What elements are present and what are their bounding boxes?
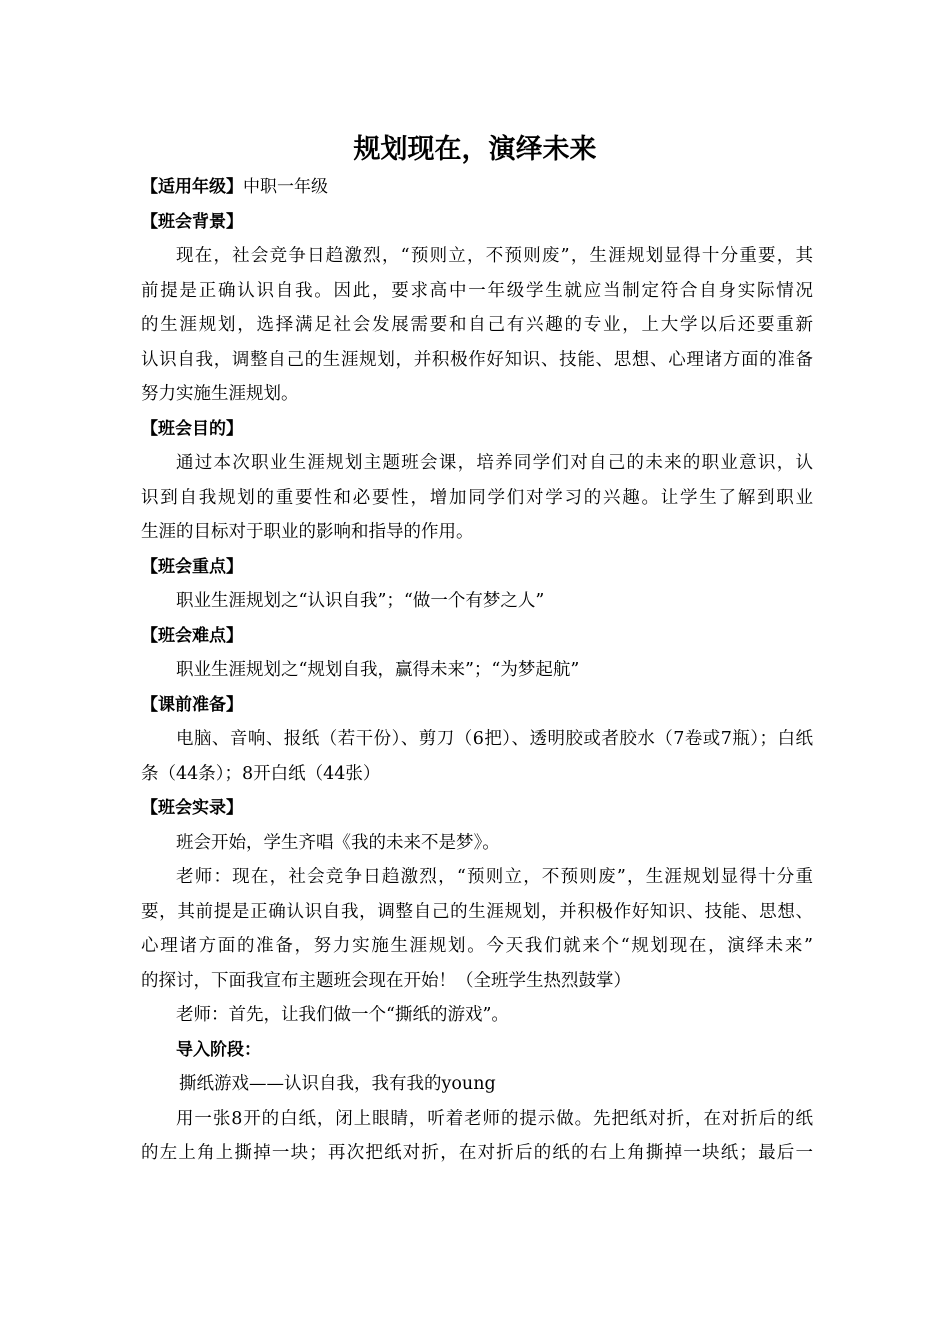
document-body: [141, 170, 813, 1171]
record-opening: 班会开始，学生齐唱《我的未来不是梦》。: [176, 832, 500, 853]
purpose-heading: 【班会目的】: [141, 418, 243, 439]
record-heading: 【班会实录】: [141, 798, 243, 818]
key-points-heading: 【班会重点】: [141, 556, 243, 577]
key-points-line: 职业生涯规划之“认识自我”；“做一个有梦之人”: [176, 591, 545, 611]
grade-row: [141, 170, 813, 205]
game-line: 用一张8开的白纸，闭上眼睛，听着老师的提示做。先把纸对折，在对折后的纸: [176, 1108, 813, 1129]
teacher-intro-line: 老师：现在，社会竞争日趋激烈，“预则立，不预则废”，生涯规划显得十分重: [176, 867, 813, 887]
background-line: 现在，社会竞争日趋激烈，“预则立，不预则废”，生涯规划显得十分重要，其: [176, 246, 813, 266]
difficulties-heading: 【班会难点】: [141, 625, 243, 646]
page-title: 规划现在，演绎未来: [353, 134, 597, 165]
grade-value: 中职一年级: [243, 177, 328, 197]
teacher-intro-line: 的探讨，下面我宣布主题班会现在开始！（全班学生热烈鼓掌）: [141, 970, 631, 991]
teacher-intro-line: 要，其前提是正确认识自我，调整自己的生涯规划，并积极作好知识、技能、思想、: [141, 901, 813, 922]
stage-heading: 导入阶段：: [176, 1039, 261, 1060]
background-line: 努力实施生涯规划。: [141, 384, 299, 404]
background-line: 前提是正确认识自我。因此，要求高中一年级学生就应当制定符合自身实际情况: [141, 280, 813, 301]
preparation-line: 条（44条）；8开白纸（44张）: [141, 763, 381, 784]
teacher-game-line: 老师：首先，让我们做一个“撕纸的游戏”。: [176, 1005, 509, 1025]
teacher-intro-line: 心理诸方面的准备，努力实施生涯规划。今天我们就来个“规划现在，演绎未来”: [141, 936, 813, 956]
purpose-line: 通过本次职业生涯规划主题班会课，培养同学们对自己的未来的职业意识，认: [176, 453, 813, 473]
grade-label: 【适用年级】: [141, 177, 243, 197]
purpose-line: 生涯的目标对于职业的影响和指导的作用。: [141, 522, 474, 542]
preparation-heading: 【课前准备】: [141, 694, 243, 715]
purpose-line: 识到自我规划的重要性和必要性，增加同学们对学习的兴趣。让学生了解到职业: [141, 487, 813, 508]
game-line: 的左上角上撕掉一块；再次把纸对折，在对折后的纸的右上角撕掉一块纸；最后一: [141, 1143, 813, 1163]
preparation-line: 电脑、音响、报纸（若干份）、剪刀（6把）、透明胶或者胶水（7卷或7瓶）；白纸: [176, 729, 813, 749]
difficulties-line: 职业生涯规划之“规划自我，赢得未来”；“为梦起航”: [176, 660, 580, 680]
game-title: 撕纸游戏——认识自我，我有我的young: [179, 1074, 496, 1094]
background-heading: 【班会背景】: [141, 211, 243, 232]
background-line: 的生涯规划，选择满足社会发展需要和自己有兴趣的专业，上大学以后还要重新: [141, 315, 813, 335]
background-line: 认识自我，调整自己的生涯规划，并积极作好知识、技能、思想、心理诸方面的准备: [141, 349, 813, 370]
